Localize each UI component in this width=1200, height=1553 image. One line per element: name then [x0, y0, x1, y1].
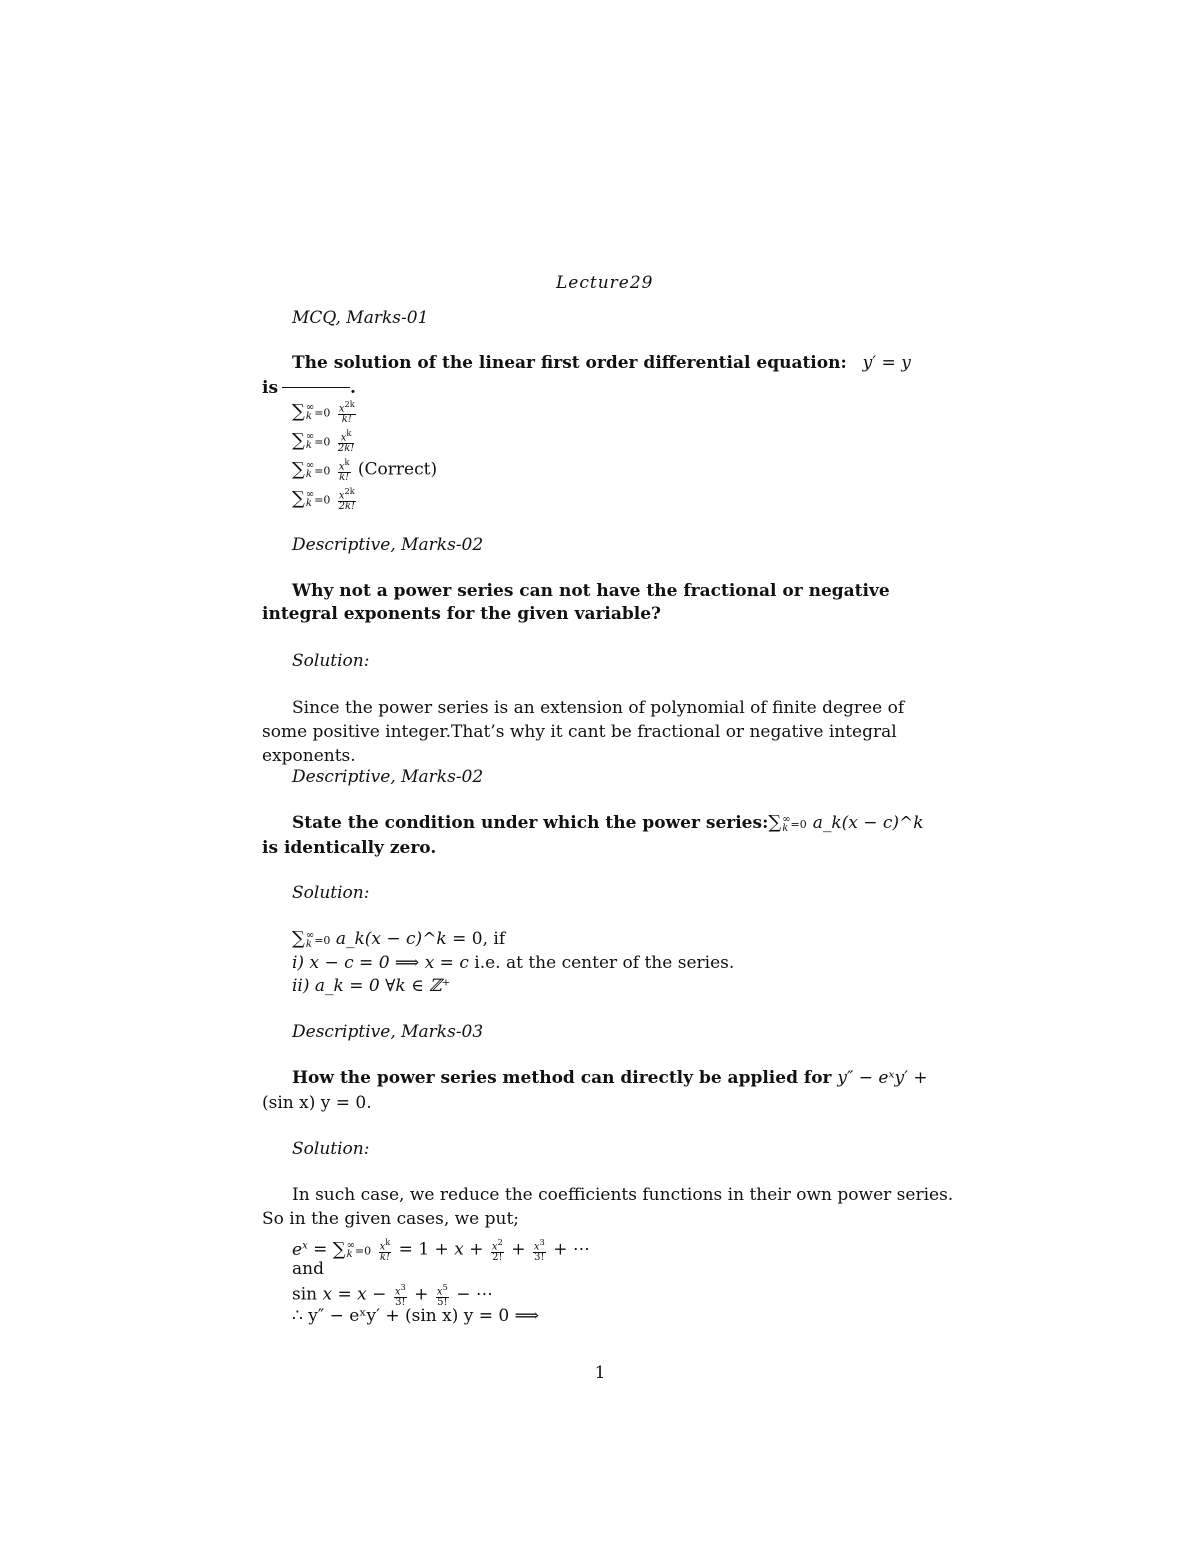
sigma-icon: ∑	[292, 429, 305, 451]
q4-solution-label: Solution:	[292, 1139, 370, 1159]
q2-answer: Since the power series is an extension of polynomial of finite degree of some positive integer.That’s why it cant be fractional or negative integral exponents.	[262, 698, 905, 766]
q1-option-4: ∑ ∞ k =0 $\frac{x^{2k}}{2k!}$	[292, 486, 356, 513]
q1-question-eq: y′ = y	[862, 353, 911, 373]
q3-line3-label: ii)	[292, 976, 310, 996]
q3-tag: Descriptive, Marks-02	[292, 767, 484, 787]
sum-limits: ∞ k	[305, 929, 315, 950]
page-number: 1	[594, 1363, 606, 1383]
q4-final-line: ∴ y″ − eˣy′ + (sin x) y = 0 ⟹	[292, 1306, 540, 1326]
q3-question-text: State the condition under which the power series:	[292, 813, 769, 833]
q4-exp-series: $e^x$ = ∑ ∞ k =0 $\frac{x^k}{k!}$ = 1 + x + $\frac{x^2}{2!}$ + $\frac{x^3}{3!}$ + ⋯	[292, 1236, 590, 1264]
q3-solution-label: Solution:	[292, 883, 370, 903]
q4-and: and	[292, 1259, 324, 1279]
q3-line1: ∑ ∞ k =0 a_k(x − c)^k = 0, if	[292, 928, 506, 950]
answer-blank	[282, 387, 350, 388]
q2-solution-label: Solution:	[292, 651, 370, 671]
sum-limits: ∞ k	[305, 402, 315, 423]
sigma-icon: ∑	[292, 487, 305, 509]
q3-series: a_k(x − c)^k	[812, 813, 924, 833]
q4-tag: Descriptive, Marks-03	[292, 1022, 484, 1042]
q1-question-is: is	[262, 378, 279, 398]
q1-question-line2: is .	[262, 378, 356, 398]
q4-sin-series: sin x = x − $\frac{x^3}{3!}$ + $\frac{x^5}{5!}$ − ⋯	[292, 1282, 493, 1309]
q1-option-3: ∑ ∞ k =0 $\frac{x^k}{k!}$ (Correct)	[292, 457, 438, 484]
q4-question-text: How the power series method can directly be applied for	[292, 1068, 832, 1088]
sigma-icon: ∑	[332, 1238, 346, 1260]
q1-question-text: The solution of the linear first order differential equation:	[292, 353, 847, 373]
q1-option-2: ∑ ∞ k =0 $\frac{x^k}{2k!}$	[292, 428, 355, 455]
option-fraction: $\frac{x^k}{k!}$	[338, 457, 350, 484]
q4-question-eq-a: y″ − eˣy′ +	[837, 1068, 928, 1088]
q3-line2-math: x − c = 0 ⟹ x = c	[309, 953, 469, 973]
q3-line2-text: i.e. at the center of the series.	[474, 953, 735, 973]
q3-question-line1: State the condition under which the power series:∑ ∞ k =0 a_k(x − c)^k	[292, 812, 924, 834]
lecture-title: Lecture29	[556, 273, 654, 293]
q1-option-1: ∑ ∞ k =0 $\frac{x^{2k}}{k!}$	[292, 399, 355, 426]
q2-question: Why not a power series can not have the fractional or negative integral exponents for the given variable?	[262, 581, 890, 624]
option-fraction: $\frac{x^{2k}}{k!}$	[338, 399, 355, 426]
q3-line1-suffix: = 0, if	[452, 929, 506, 949]
q3-line3	[292, 975, 450, 997]
sum-limits: ∞ k	[305, 460, 315, 481]
sum-limits: ∞ k	[305, 489, 315, 510]
sum-limits: ∞ k	[305, 431, 315, 452]
q1-tag: MCQ, Marks-01	[292, 308, 429, 328]
q1-question-line1	[292, 352, 911, 374]
option-fraction: $\frac{x^{2k}}{2k!}$	[338, 486, 356, 513]
sigma-icon: ∑	[292, 400, 305, 422]
q3-line2-label: i)	[292, 953, 305, 973]
q4-answer-line2: So in the given cases, we put;	[262, 1209, 520, 1229]
q3-line2	[292, 952, 734, 974]
q3-line3-math: a_k = 0 ∀k ∈ ℤ⁺	[314, 976, 451, 996]
sigma-icon: ∑	[768, 812, 782, 833]
q3-line1-series: a_k(x − c)^k	[335, 929, 447, 949]
correct-marker: (Correct)	[357, 459, 438, 480]
sigma-icon: ∑	[292, 458, 305, 480]
q2-tag: Descriptive, Marks-02	[292, 535, 484, 555]
q4-answer-line1: In such case, we reduce the coefficients functions in their own power series.	[292, 1185, 954, 1205]
sum-limits: ∞ k	[346, 1240, 355, 1261]
option-fraction: $\frac{x^k}{2k!}$	[337, 428, 355, 455]
q4-question-line2: (sin x) y = 0.	[262, 1093, 372, 1113]
q4-question-line1	[292, 1067, 928, 1089]
sigma-icon: ∑	[292, 928, 305, 949]
sum-limits: ∞ k	[782, 813, 791, 834]
q3-question-line2: is identically zero.	[262, 838, 437, 858]
